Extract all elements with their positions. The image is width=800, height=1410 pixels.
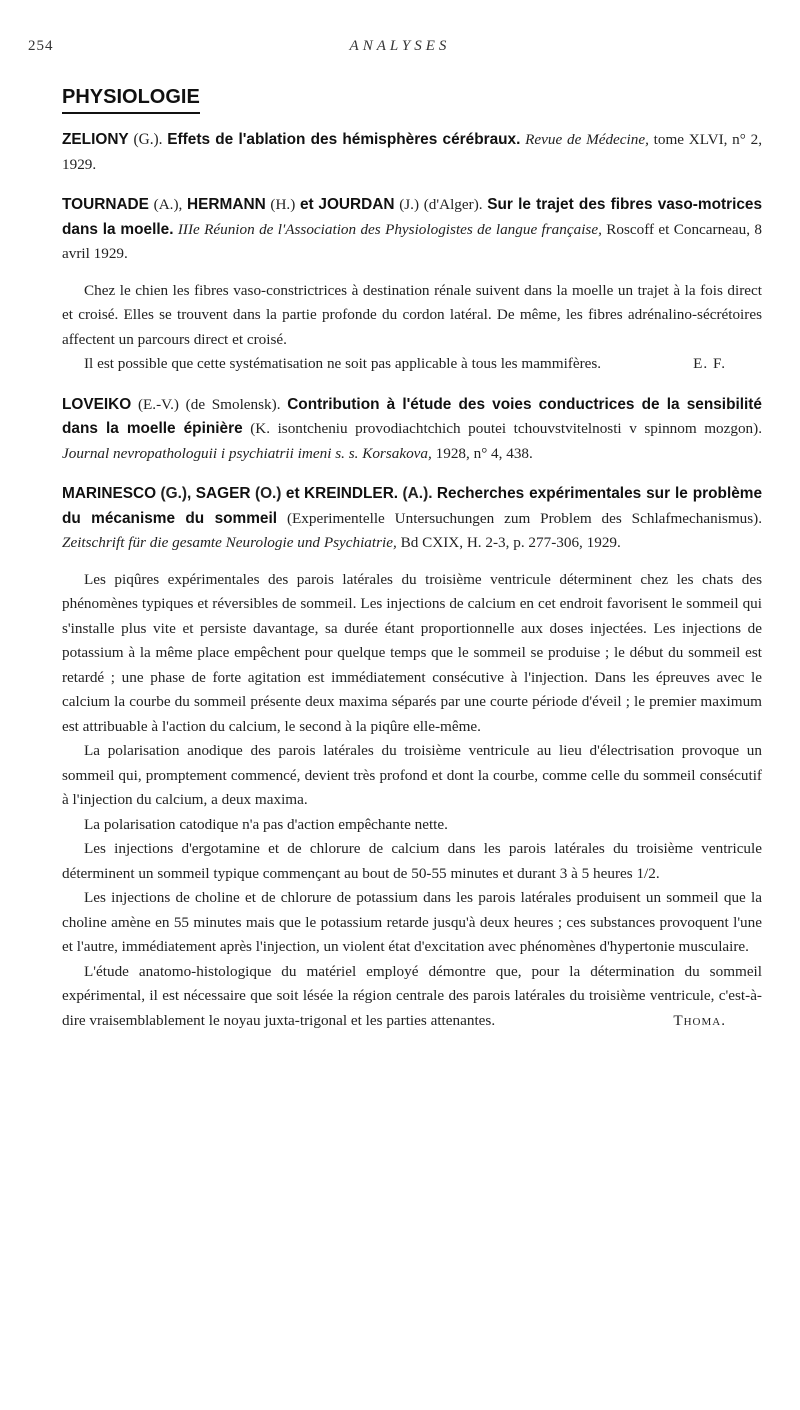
entry-heading [62,393,762,467]
author-initials: (G.). [133,131,163,148]
author-name: KREINDLER. [304,485,399,502]
author-affiliation: (de Smolensk). [185,395,281,413]
author-initials: (G.), [160,485,192,502]
author-name: LOVEIKO [62,395,132,413]
author-initials: (O.) [254,485,282,502]
author-initials: (H.) [270,196,296,213]
source-details: Roscoff et Concarneau, 8 avril 1929. [62,220,762,262]
abstract-text: L'étude anatomo-histologique du matériel employé démontre que, pour la détermination du sommeil expérimental, il est nécessaire que soit lésée la région centrale des parois latérales du troisième ventricule, c'est-à-dire vraisemblablement le noyau juxta-trigonal et les parties attenantes. [62,962,762,1029]
author-name: HERMANN [187,196,266,213]
entry-tournade [62,193,762,377]
original-title: (Experimentelle Untersuchungen zum Problem des Schlafmechanismus). [286,509,763,527]
article-list [62,128,762,1049]
reviewer-signature: Thoma. [673,1011,726,1029]
author-name: ZELIONY [62,131,129,148]
source-journal: Revue de Médecine, [525,131,649,148]
page-number: 254 [28,38,54,54]
author-name: SAGER [195,485,251,502]
source-journal: IIIe Réunion de l'Association des Physiologistes de langue française, [177,220,602,238]
running-title: ANALYSES [349,38,451,54]
author-name: TOURNADE [62,196,149,213]
abstract-paragraph: La polarisation anodique des parois latérales du troisième ventricule au lieu d'électrisation provoque un sommeil qui, promptement commencé, devient très profond et dont la courbe, comme celle du sommeil consécutif à l'injection du calcium, a deux maxima. [62,742,762,808]
author-name: MARINESCO [62,485,157,502]
abstract-text: Il est possible que cette systématisation ne soit pas applicable à tous les mammifères. [84,355,602,372]
author-conjunction: et [300,196,314,213]
reviewer-signature: E. F. [693,355,726,372]
abstract-paragraph: Les injections de choline et de chlorure de potassium dans les parois latérales produisent un sommeil que la choline amène en 55 minutes mais que le potassium retarde jusqu'à deux heures ; ces substances provoquent l'une et l'autre, immédiatement après l'injection, un violent état d'excitation avec phénomènes d'hypertonie musculaire. [62,889,762,955]
original-title: (K. isontcheniu provodiachtchich poutei tchouvstvitelnosti v spinnom mozgon). [250,420,762,437]
entry-zeliony [62,128,762,177]
abstract-paragraph: La polarisation catodique n'a pas d'action empêchante nette. [84,815,448,833]
author-initials: (J.) [399,196,420,213]
author-initials: (A.), [153,196,183,213]
source-journal: Zeitschrift für die gesamte Neurologie und Psychiatrie, [62,534,397,551]
author-name: JOURDAN [318,196,395,213]
author-affiliation: (d'Alger). [423,196,483,213]
article-title: Sur le trajet des fibres vaso-motrices dans la moelle. [62,196,763,238]
abstract-paragraph: Chez le chien les fibres vaso-constrictrices à destination rénale suivent dans la moelle un trajet à la fois direct et croisé. Elles se trouvent dans la partie profonde du cordon latéral. De même, les fibres adrénalino-sécrétoires affectent un parcours direct et croisé. [62,281,762,348]
entry-heading [62,128,762,177]
entry-loveiko [62,393,762,467]
abstract-paragraph [62,960,762,1034]
abstract-paragraph: Les piqûres expérimentales des parois latérales du troisième ventricule déterminent chez les chats des phénomènes typiques et réversibles de sommeil. Les injections de calcium en cet endroit favorisent le sommeil qui s'installe plus vite et persiste davantage, sa durée étant proportionnelle aux doses injectées. Les injections de potassium à la même place empêchent pour quelque temps que le sommeil se produise ; le début du sommeil est retardé ; une phase de forte agitation est immédiatement consécutive à l'injection. Dans les épreuves avec le calcium la courbe du sommeil présente deux maxima séparés par une courte période d'éveil ; le premier maximum est attribuable à l'action du calcium, le second à la piqûre elle-même. [62,570,762,735]
entry-heading [62,482,762,556]
abstract-paragraph: Les injections d'ergotamine et de chlorure de calcium dans les parois latérales du troisième ventricule déterminent un sommeil typique commençant au bout de 50-55 minutes et durant 3 à 5 heures 1/2. [62,840,762,882]
abstract-paragraph [62,352,762,377]
source-details: 1928, n° 4, 438. [435,444,533,462]
source-journal: Journal nevropathologuii i psychiatrii imeni s. s. Korsakova, [62,444,432,462]
source-details: Bd CXIX, H. 2-3, p. 277-306, 1929. [400,534,621,551]
section-title: PHYSIOLOGIE [62,86,200,114]
entry-marinesco [62,482,762,1033]
author-initials: (A.). [402,485,433,502]
source-details: tome XLVI, n° 2, 1929. [62,131,762,173]
entry-heading [62,193,762,267]
author-conjunction: et [285,485,300,502]
running-head [28,38,772,60]
article-title: Contribution à l'étude des voies conductrices de la sensibilité dans la moelle épinière [62,395,762,437]
article-title: Recherches expérimentales sur le problème du mécanisme du sommeil [62,485,763,527]
author-initials: (E.-V.) [137,395,179,413]
article-title: Effets de l'ablation des hémisphères cérébraux. [167,131,521,148]
